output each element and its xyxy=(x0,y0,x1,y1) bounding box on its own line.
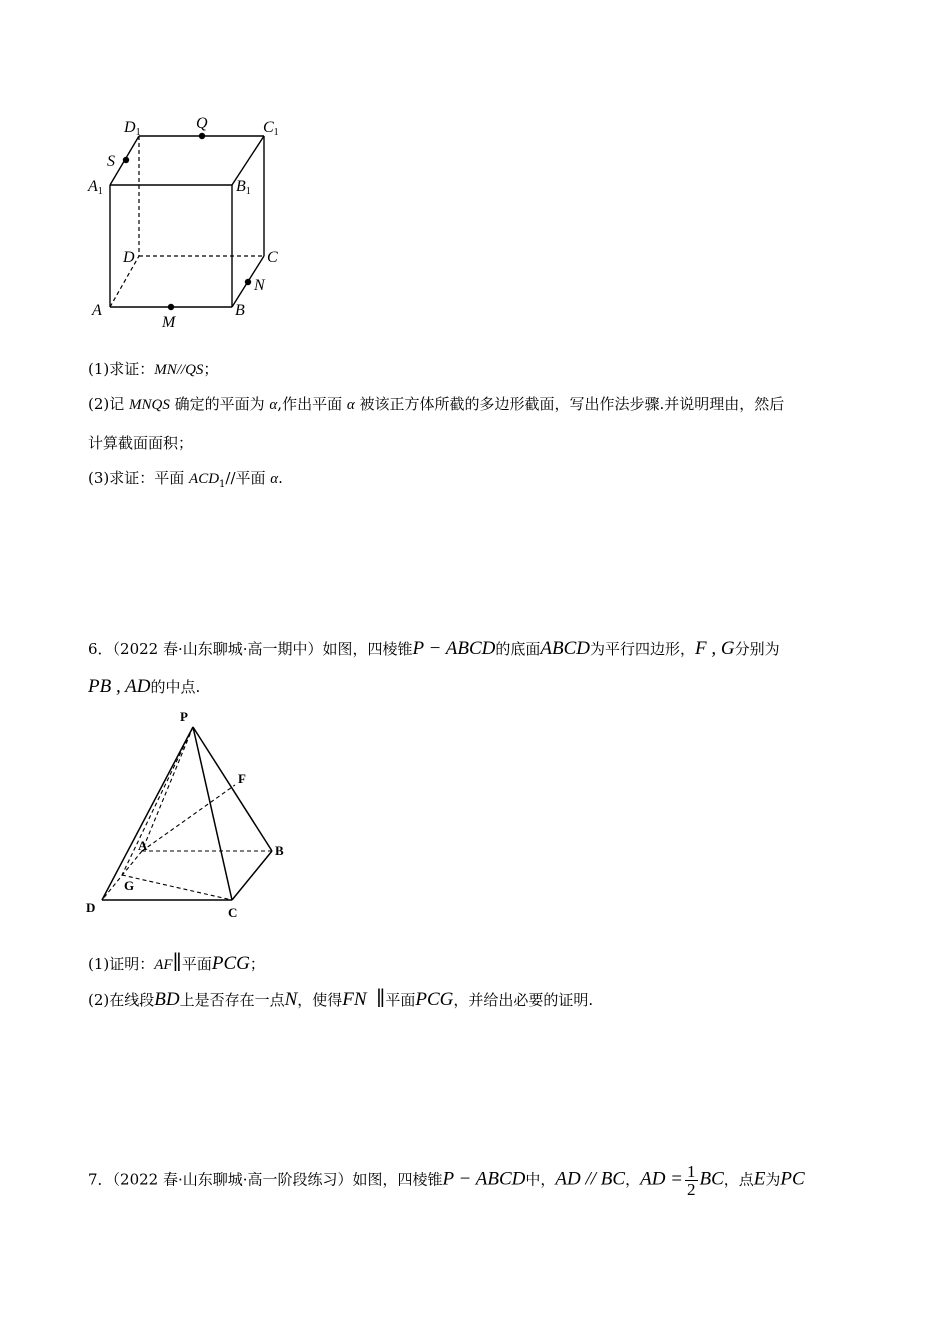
point-N xyxy=(245,279,251,285)
label-G: G xyxy=(124,878,135,893)
p6-statement-cont: PB , AD的中点. xyxy=(88,676,201,697)
p6-part1: (1)证明：AF∥平面PCG； xyxy=(88,950,265,974)
label-D: D xyxy=(123,249,135,266)
p5-part2-cont: 计算截面面积； xyxy=(88,434,194,452)
label-A: A xyxy=(138,838,148,853)
point-Q xyxy=(199,133,205,139)
label-A1: A1 xyxy=(88,178,103,197)
label-N: N xyxy=(254,277,265,294)
point-M xyxy=(168,304,174,310)
edge-CB xyxy=(232,851,272,900)
edge-PC xyxy=(193,727,232,900)
pyramid-figure xyxy=(80,705,300,925)
label-B: B xyxy=(235,302,245,319)
label-F: F xyxy=(238,771,246,786)
label-S: S xyxy=(107,153,115,170)
p5-part2: (2)记 MNQS 确定的平面为 α,作出平面 α 被该正方体所截的多边形截面，写出作法步骤.并说明理由，然后 xyxy=(88,395,785,413)
edge-PD xyxy=(102,727,193,900)
cube-figure xyxy=(80,105,300,335)
p6-statement: 6．（2022 春·山东聊城·高一期中）如图，四棱锥P − ABCD的底面ABCD为平行四边形，F , G分别为 xyxy=(88,638,780,659)
label-C: C xyxy=(228,905,238,920)
p5-part3: (3)求证：平面 $ACD_1//$平面 α. xyxy=(88,469,283,490)
label-M: M xyxy=(162,314,176,331)
label-D: D xyxy=(86,900,96,915)
p6-part2: (2)在线段BD上是否存在一点N，使得FN ∥平面PCG，并给出必要的证明. xyxy=(88,986,594,1010)
label-D1: D1 xyxy=(124,119,141,138)
label-C1: C1 xyxy=(263,119,279,138)
edge-PG xyxy=(122,727,193,875)
fraction-one-half: $\frac{1}{2}$ xyxy=(687,1162,696,1199)
edge-PB xyxy=(193,727,272,851)
p5-part1: (1)求证：MN//QS； xyxy=(88,360,219,378)
label-B1: B1 xyxy=(236,178,251,197)
p7-statement: 7．（2022 春·山东聊城·高一阶段练习）如图，四棱锥P − ABCD中，AD // BC，AD = $\frac{1}{2}$ BC，点E为PC xyxy=(88,1162,805,1199)
label-P: P xyxy=(180,709,188,724)
label-A: A xyxy=(92,302,102,319)
label-Q: Q xyxy=(196,115,208,132)
label-B: B xyxy=(275,843,284,858)
edge-GC xyxy=(122,875,232,900)
label-C: C xyxy=(267,249,278,266)
point-S xyxy=(123,157,129,163)
